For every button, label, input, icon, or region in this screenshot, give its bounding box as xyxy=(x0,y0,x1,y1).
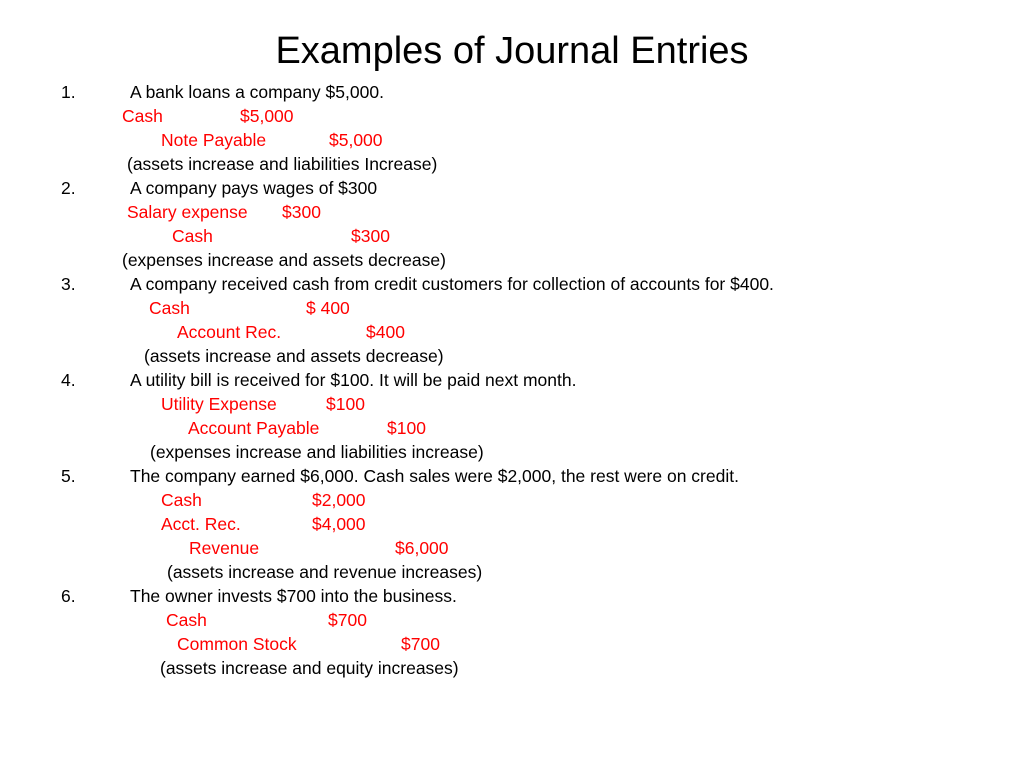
item-3 xyxy=(0,272,1024,296)
credit-account: Revenue xyxy=(189,538,260,558)
debit-account: Cash xyxy=(122,106,163,126)
effect-note: (assets increase and revenue increases) xyxy=(167,562,483,582)
debit-amount: $700 xyxy=(328,610,367,630)
item-number: 5. xyxy=(61,466,76,486)
debit-account: Cash xyxy=(161,490,202,510)
debit-account: Salary expense xyxy=(127,202,248,222)
item-4 xyxy=(0,368,1024,392)
debit-amount: $5,000 xyxy=(240,106,294,126)
item-number: 1. xyxy=(61,82,76,102)
journal-entry-row xyxy=(0,200,1024,224)
journal-entry-row xyxy=(0,296,1024,320)
debit-account: Utility Expense xyxy=(161,394,277,414)
item-2 xyxy=(0,176,1024,200)
item-1 xyxy=(0,80,1024,104)
item-6 xyxy=(0,584,1024,608)
journal-entry-row xyxy=(0,632,1024,656)
debit-account: Cash xyxy=(149,298,190,318)
debit-account: Acct. Rec. xyxy=(161,514,241,534)
journal-entry-row xyxy=(0,128,1024,152)
credit-amount: $400 xyxy=(366,322,405,342)
effect-note: (assets increase and equity increases) xyxy=(160,658,459,678)
item-number: 2. xyxy=(61,178,76,198)
journal-entry-row xyxy=(0,104,1024,128)
journal-entry-row xyxy=(0,224,1024,248)
credit-account: Account Payable xyxy=(188,418,320,438)
credit-amount: $300 xyxy=(351,226,390,246)
item-description: A bank loans a company $5,000. xyxy=(130,82,384,102)
item-number: 6. xyxy=(61,586,76,606)
credit-account: Account Rec. xyxy=(177,322,282,342)
journal-entry-row xyxy=(0,512,1024,536)
credit-account: Common Stock xyxy=(177,634,297,654)
debit-account: Cash xyxy=(166,610,207,630)
journal-entry-row xyxy=(0,320,1024,344)
item-number: 3. xyxy=(61,274,76,294)
item-description: A company pays wages of $300 xyxy=(130,178,378,198)
credit-account: Cash xyxy=(172,226,213,246)
debit-amount: $4,000 xyxy=(312,514,366,534)
debit-amount: $100 xyxy=(326,394,365,414)
journal-entry-row xyxy=(0,488,1024,512)
journal-entry-row xyxy=(0,392,1024,416)
effect-note: (assets increase and liabilities Increase) xyxy=(127,154,438,174)
effect-note: (assets increase and assets decrease) xyxy=(144,346,444,366)
credit-amount: $5,000 xyxy=(329,130,383,150)
journal-entry-row xyxy=(0,416,1024,440)
effect-note: (expenses increase and assets decrease) xyxy=(122,250,446,270)
journal-entry-row xyxy=(0,608,1024,632)
debit-amount: $2,000 xyxy=(312,490,366,510)
debit-amount: $ 400 xyxy=(306,298,350,318)
debit-amount: $300 xyxy=(282,202,321,222)
credit-amount: $700 xyxy=(401,634,440,654)
credit-amount: $6,000 xyxy=(395,538,449,558)
item-5 xyxy=(0,464,1024,488)
slide-title: Examples of Journal Entries xyxy=(275,30,749,72)
item-description: A utility bill is received for $100. It will be paid next month. xyxy=(130,370,577,390)
item-description: The company earned $6,000. Cash sales were $2,000, the rest were on credit. xyxy=(130,466,739,486)
effect-note: (expenses increase and liabilities increase) xyxy=(150,442,484,462)
item-description: A company received cash from credit customers for collection of accounts for $400. xyxy=(130,274,774,294)
journal-entry-row xyxy=(0,536,1024,560)
item-number: 4. xyxy=(61,370,76,390)
credit-amount: $100 xyxy=(387,418,426,438)
credit-account: Note Payable xyxy=(161,130,267,150)
item-description: The owner invests $700 into the business. xyxy=(130,586,457,606)
